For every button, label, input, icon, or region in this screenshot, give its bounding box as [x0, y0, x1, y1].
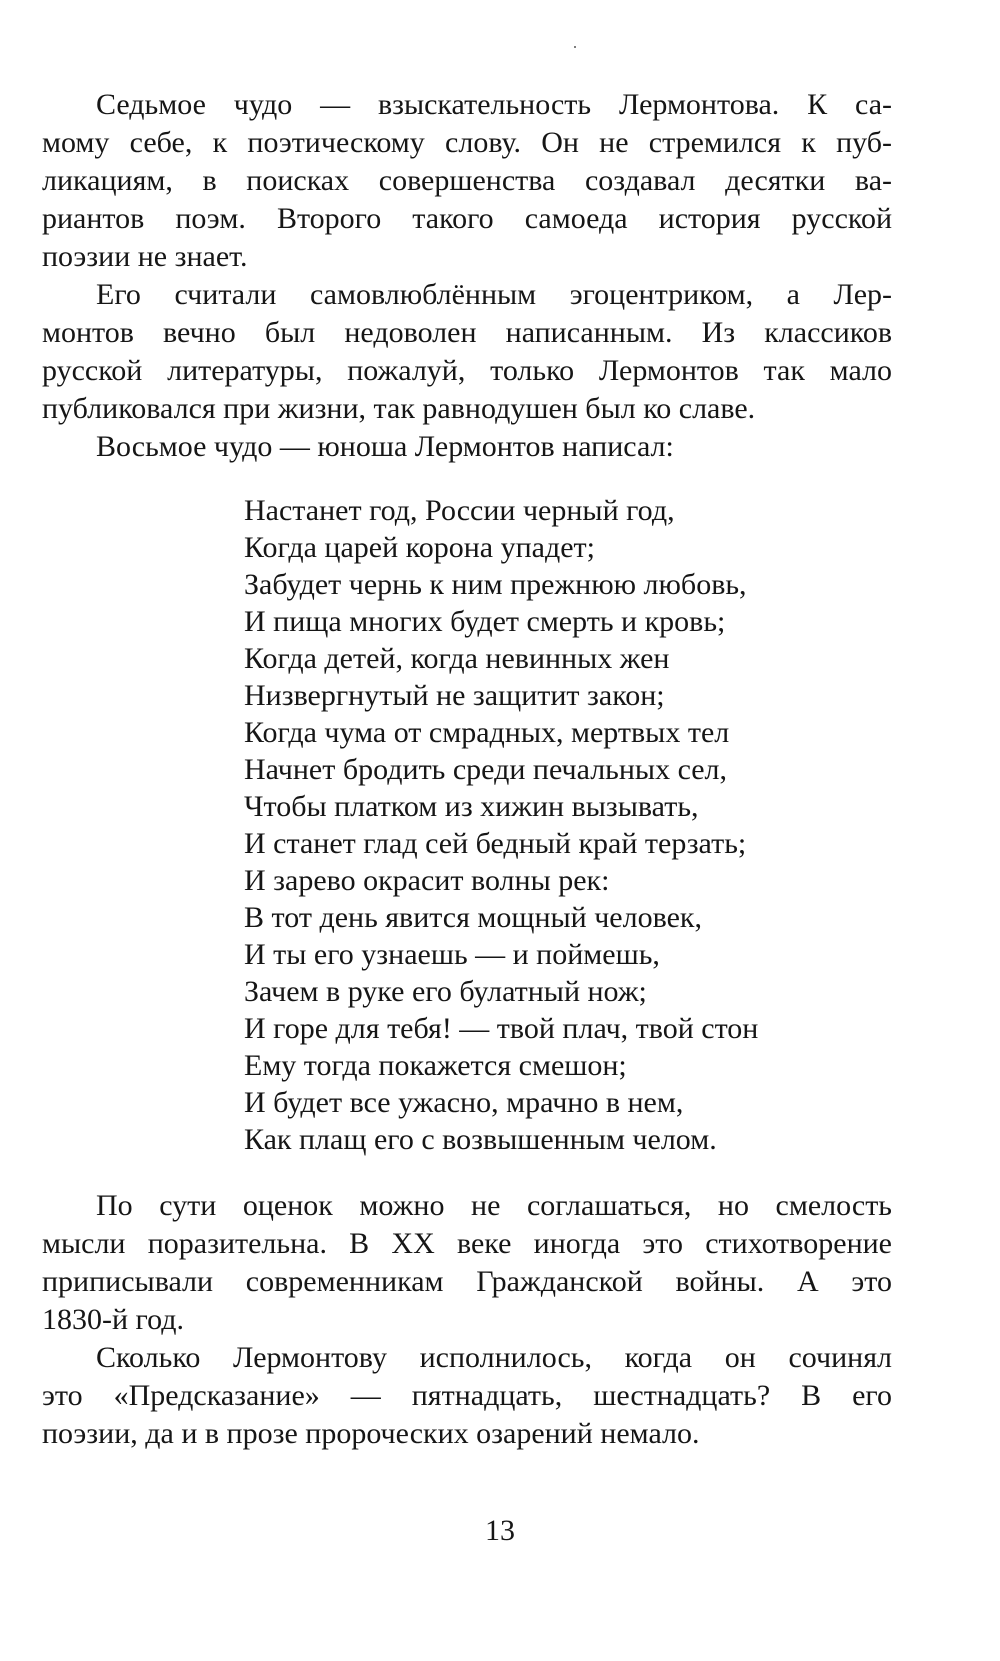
poem-line: И будет все ужасно, мрачно в нем, — [244, 1086, 684, 1119]
poem-line: И пища многих будет смерть и кровь; — [244, 605, 726, 638]
poem-line: Когда детей, когда невинных жен — [244, 642, 670, 675]
text-line: Его считали самовлюблённым эгоцентриком, а Лер- — [96, 278, 892, 311]
text-line: риантов поэм. Второго такого самоеда история русской — [42, 202, 892, 235]
page-number: 13 — [485, 1514, 515, 1547]
poem-line: Низвергнутый не защитит закон; — [244, 679, 665, 712]
text-line: Седьмое чудо — взыскательность Лермонтова. К са- — [96, 88, 892, 121]
poem-line: И горе для тебя! — твой плач, твой стон — [244, 1012, 759, 1045]
text-line: поэзии, да и в прозе пророческих озарений немало. — [42, 1417, 700, 1450]
text-line: поэзии не знает. — [42, 240, 248, 273]
text-line: Восьмое чудо — юноша Лермонтов написал: — [96, 430, 674, 463]
poem-line: Настанет год, России черный год, — [244, 494, 675, 527]
poem-line: И ты его узнаешь — и поймешь, — [244, 938, 660, 971]
poem-line: Когда царей корона упадет; — [244, 531, 595, 564]
poem-line: И зарево окрасит волны рек: — [244, 864, 610, 897]
text-line: мысли поразительна. В XX веке иногда это стихотворение — [42, 1227, 892, 1260]
text-line: это «Предсказание» — пятнадцать, шестнадцать? В его — [42, 1379, 892, 1412]
text-line: Сколько Лермонтову исполнилось, когда он сочинял — [96, 1341, 892, 1374]
poem-line: И станет глад сей бедный край терзать; — [244, 827, 747, 860]
poem-line: Начнет бродить среди печальных сел, — [244, 753, 728, 786]
poem-line: Зачем в руке его булатный нож; — [244, 975, 647, 1008]
text-line: русской литературы, пожалуй, только Лермонтов так мало — [42, 354, 892, 387]
poem-line: Когда чума от смрадных, мертвых тел — [244, 716, 730, 749]
text-line: публиковался при жизни, так равнодушен был ко славе. — [42, 392, 756, 425]
text-line: приписывали современникам Гражданской войны. А это — [42, 1265, 892, 1298]
text-line: ликациям, в поисках совершенства создавал десятки ва- — [42, 164, 892, 197]
poem-line: В тот день явится мощный человек, — [244, 901, 702, 934]
text-line: монтов вечно был недоволен написанным. Из классиков — [42, 316, 892, 349]
poem-line: Как плащ его с возвышенным челом. — [244, 1123, 717, 1156]
text-line: мому себе, к поэтическому слову. Он не стремился к пуб- — [42, 126, 892, 159]
text-line: 1830-й год. — [42, 1303, 185, 1336]
print-speck — [574, 46, 576, 48]
poem-line: Ему тогда покажется смешон; — [244, 1049, 627, 1082]
poem-line: Чтобы платком из хижин вызывать, — [244, 790, 699, 823]
text-line: По сути оценок можно не соглашаться, но смелость — [96, 1189, 892, 1222]
poem-line: Забудет чернь к ним прежнюю любовь, — [244, 568, 747, 601]
